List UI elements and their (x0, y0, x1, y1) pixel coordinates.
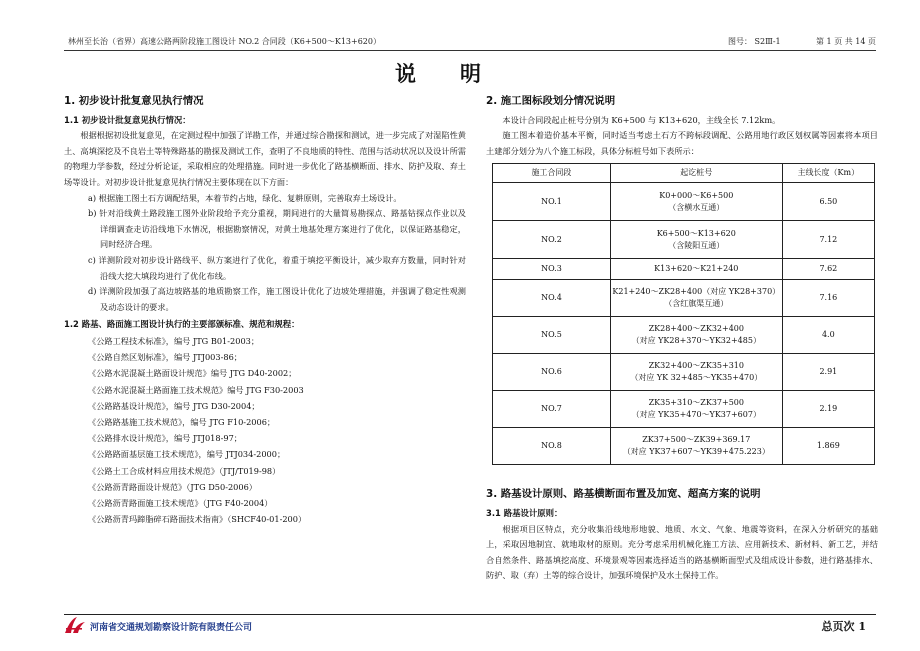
stake-note: （对应 YK 32+485～YK35+470） (630, 373, 763, 383)
segment-cell: NO.8 (493, 428, 611, 465)
standard-item: 《公路排水设计规范》，编号 JTJ018-97； (88, 433, 242, 444)
footer-divider (64, 614, 876, 615)
stake-cell (610, 221, 782, 259)
section-1-heading: 1. 初步设计批复意见执行情况 (64, 95, 204, 107)
length-cell: 2.91 (782, 354, 874, 391)
stake-cell (610, 280, 782, 317)
section-3-heading: 3. 路基设计原则、路基横断面布置及加宽、超高方案的说明 (486, 488, 761, 501)
stake-cell (610, 354, 782, 391)
standard-item: 《公路土工合成材料应用技术规范》（JTJ/T019-98） (88, 465, 281, 476)
length-cell: 6.50 (782, 183, 874, 221)
section-1-1-paragraph: 根据根据初设批复意见，在定测过程中加强了详勘工作，并通过综合勘探和测试，进一步完成了对湿陷性黄土、高填深挖及不良岩土等特殊路基的勘探及测试工作，查明了不良地质的特性、范围与活动状况以及设计所需的物理力学参数，经过分析论证，采取相应的处理措施。同时进一步优化了路基横断面、排水、防护及取、弃土场等设计。对初步设计批复意见执行情况主要体现在以下方面： (64, 130, 466, 187)
standard-item: 《公路水泥混凝土路面施工技术规范》编号 JTG F30-2003 (88, 384, 304, 395)
stake-note: （含陵阳互通） (668, 240, 725, 250)
segment-cell: NO.7 (493, 391, 611, 428)
stake-cell (610, 391, 782, 428)
total-pages: 总页次 1 (821, 620, 866, 633)
company-name: 河南省交通规划勘察设计院有限责任公司 (90, 623, 253, 633)
standard-item: 《公路路面基层施工技术规范》，编号 JTJ034-2000； (88, 449, 286, 460)
standard-item: 《公路水泥混凝土路面设计规范》编号 JTG D40-2002； (88, 368, 297, 379)
length-cell: 1.869 (782, 428, 874, 465)
length-cell: 2.19 (782, 391, 874, 428)
stake-cell (610, 428, 782, 465)
section-3-1-paragraph: 根据项目区特点，充分收集沿线地形地貌、地质、水文、气象、地震等资料，在深入分析研究的基础上，采取因地制宜、就地取材的原则。充分考虑采用机械化施工方法、应用新技术、新材料、新工艺，并结合自然条件、路基填挖高度、环境景观等因素选择适当的路基横断面型式及组成设计参数，进行路基排水、防护、取（弃）土等的综合设计，加强环境保护及水土保持工作。 (486, 523, 878, 581)
page-counter: 第 1 页 共 14 页 (816, 37, 876, 46)
stake-range: ZK28+400～ZK32+400 (648, 324, 744, 334)
segment-cell: NO.1 (493, 183, 611, 221)
standard-item: 《公路路基设计规范》，编号 JTG D30-2004； (88, 400, 260, 411)
segment-cell: NO.3 (493, 259, 611, 280)
stake-note: （含横水互通） (668, 202, 725, 212)
company-logo-icon (64, 615, 86, 635)
stake-range: ZK32+400～ZK35+310 (648, 361, 744, 371)
document-title: 说明 (395, 62, 525, 86)
header-stake: 起讫桩号 (610, 164, 782, 183)
stake-cell (610, 317, 782, 354)
standard-item: 《公路沥青玛蹄脂碎石路面技术指南》（SHCF40-01-200） (88, 514, 307, 525)
standard-item: 《公路沥青路面施工技术规范》（JTG F40-2004） (88, 497, 273, 508)
header-length: 主线长度（Km） (782, 164, 874, 183)
standard-item: 《公路工程技术标准》，编号 JTG B01-2003； (88, 335, 260, 346)
length-cell: 7.16 (782, 280, 874, 317)
drawing-number: 图号： S2Ⅲ-1 (728, 37, 781, 46)
segment-cell: NO.2 (493, 221, 611, 259)
stake-cell (610, 183, 782, 221)
section-1-1-heading: 1.1 初步设计批复意见执行情况： (64, 114, 191, 125)
section-1-2-heading: 1.2 路基、路面施工图设计执行的主要部颁标准、规范和规程： (64, 319, 300, 330)
stake-note: （对应 YK28+370～YK32+485） (631, 336, 761, 346)
standard-item: 《公路路基施工技术规范》，编号 JTG F10-2006； (88, 416, 276, 427)
table-row (493, 317, 875, 354)
table-row (493, 280, 875, 317)
table-row (493, 354, 875, 391)
list-item-a: a) 根据施工图土石方调配结果，本着节约占地，绿化、复耕原则，完善取弃土场设计。 (88, 192, 402, 203)
header-divider (64, 50, 876, 51)
length-cell: 4.0 (782, 317, 874, 354)
left-column (64, 92, 466, 527)
stake-range: K21+240～ZK28+400（对应 YK28+370） (612, 287, 781, 297)
stake-cell (610, 259, 782, 280)
standard-item: 《公路自然区划标准》，编号 JTJ003-86； (88, 352, 242, 363)
list-item-b: b) 针对沿线黄土路段施工图外业阶段给予充分重视，期间进行的大量简易勘探点、路基钻探点作业以及详细调查走访沿线地下水情况，根据勘察情况，对黄土地基处理方案进行了优化，以保证路基稳定，同时经济合理。 (88, 208, 466, 250)
table-row (493, 391, 875, 428)
standards-list (64, 333, 466, 527)
list-item-c: c) 详测阶段对初步设计路线平、纵方案进行了优化，着重于填挖平衡设计，减少取弃方数量，同时针对沿线大挖大填段均进行了优化布线。 (88, 254, 466, 281)
stake-range: K13+620～K21+240 (654, 264, 739, 274)
section-2-heading: 2. 施工图标段划分情况说明 (486, 95, 616, 107)
stake-range: K6+500～K13+620 (656, 228, 736, 238)
segment-table (492, 163, 875, 465)
table-row (493, 259, 875, 280)
stake-note: （对应 YK35+470～YK37+607） (631, 410, 761, 420)
project-title: 林州至长治（省界）高速公路两阶段施工图设计 NO.2 合同段（K6+500～K13+620） (68, 37, 381, 46)
standard-item: 《公路沥青路面设计规范》（JTG D50-2006） (88, 481, 257, 492)
table-row (493, 428, 875, 465)
header-segment: 施工合同段 (493, 164, 611, 183)
table-row (493, 183, 875, 221)
stake-note: （含红旗渠互通） (664, 299, 729, 309)
segment-cell: NO.6 (493, 354, 611, 391)
table-header-row (493, 164, 875, 183)
section-2-paragraph-1: 本设计合同段起止桩号分别为 K6+500 与 K13+620，主线全长 7.12km。 (502, 114, 781, 125)
length-cell: 7.62 (782, 259, 874, 280)
segment-cell: NO.4 (493, 280, 611, 317)
page-header (68, 36, 876, 50)
right-column (486, 92, 878, 584)
section-3-1-heading: 3.1 路基设计原则： (486, 507, 563, 518)
stake-note: （对应 YK37+607～YK39+475.223） (622, 447, 770, 457)
list-item-d: d) 详测阶段加强了高边坡路基的地质勘察工作，施工图设计优化了边坡处理措施，并强调了稳定性观测及动态设计的要求。 (88, 286, 466, 312)
segment-cell: NO.5 (493, 317, 611, 354)
section-2-paragraph-2: 施工图本着造价基本平衡，同时适当考虑土石方不跨标段调配、公路用地行政区划权属等因素将本项目土建部分划分为八个施工标段，具体分标桩号如下表所示： (486, 130, 878, 156)
stake-range: ZK37+500～ZK39+369.17 (642, 435, 751, 445)
length-cell: 7.12 (782, 221, 874, 259)
stake-range: K0+000～K6+500 (659, 190, 734, 200)
table-row (493, 221, 875, 259)
stake-range: ZK35+310～ZK37+500 (648, 398, 744, 408)
